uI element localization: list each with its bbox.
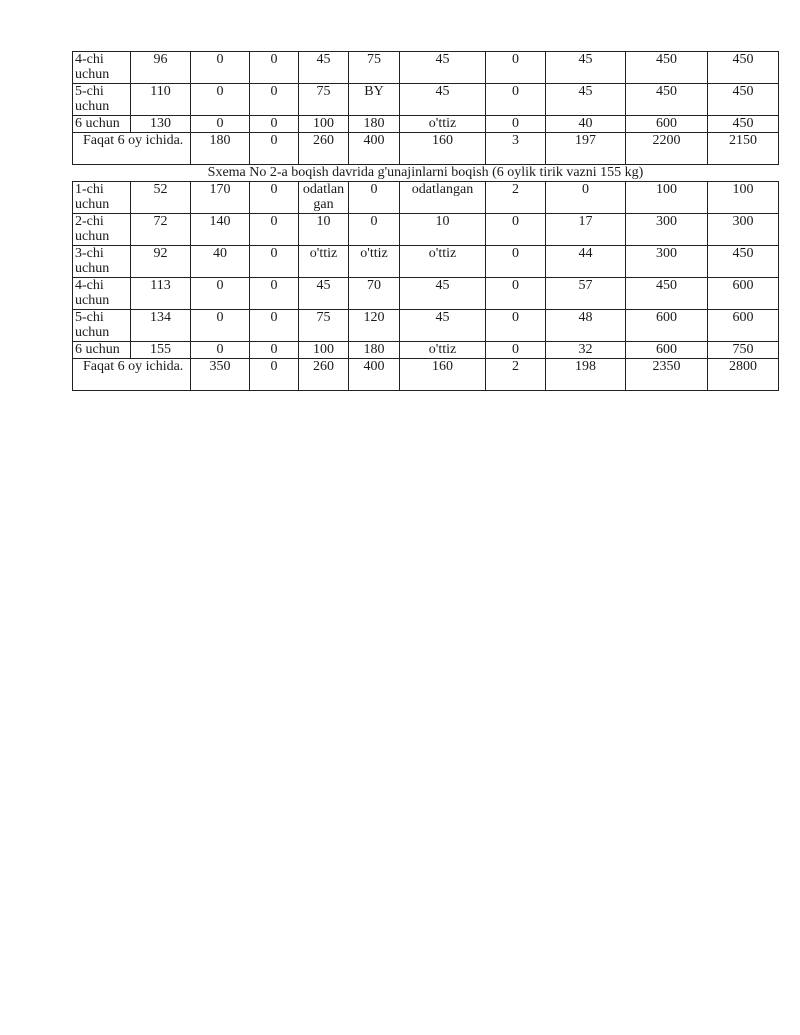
table-cell: 750: [708, 342, 779, 359]
table-cell: 75: [349, 52, 400, 84]
table-cell: 2350: [626, 359, 708, 391]
table-cell: 45: [546, 52, 626, 84]
table-cell: 0: [191, 342, 250, 359]
table-cell: 0: [191, 116, 250, 133]
table-cell: 450: [708, 52, 779, 84]
table-cell: 134: [131, 310, 191, 342]
table-cell: odatlangan: [400, 182, 486, 214]
table-cell: 600: [708, 278, 779, 310]
table-row: [73, 84, 779, 116]
table-cell: 0: [250, 182, 299, 214]
section-caption-row: [73, 165, 779, 182]
table-cell: 10: [400, 214, 486, 246]
table-cell: 100: [299, 116, 349, 133]
table-cell: 350: [191, 359, 250, 391]
month-cell: 2-chi uchun: [73, 214, 131, 246]
table-cell: 75: [299, 310, 349, 342]
table-cell: 0: [486, 116, 546, 133]
table-cell: 45: [299, 52, 349, 84]
table-cell: 45: [299, 278, 349, 310]
table-cell: 2150: [708, 133, 779, 165]
table-cell: 45: [400, 278, 486, 310]
table-cell: 2800: [708, 359, 779, 391]
table-cell: 180: [349, 116, 400, 133]
table-row: [73, 278, 779, 310]
table-cell: 155: [131, 342, 191, 359]
table-cell: 450: [626, 278, 708, 310]
table-cell: 0: [486, 84, 546, 116]
table-cell: 0: [250, 84, 299, 116]
table-cell: 92: [131, 246, 191, 278]
table-row: [73, 52, 779, 84]
table-cell: 450: [708, 246, 779, 278]
table-cell: 48: [546, 310, 626, 342]
table-cell: 96: [131, 52, 191, 84]
table-cell: 120: [349, 310, 400, 342]
table-cell: 0: [486, 342, 546, 359]
table-cell: 160: [400, 359, 486, 391]
month-cell: 5-chi uchun: [73, 84, 131, 116]
table-cell: 32: [546, 342, 626, 359]
table-cell: 3: [486, 133, 546, 165]
table-cell: 70: [349, 278, 400, 310]
table-cell: 260: [299, 359, 349, 391]
total-label: Faqat 6 oy ichida.: [73, 359, 191, 391]
table-cell: 44: [546, 246, 626, 278]
table-cell: 400: [349, 359, 400, 391]
table-cell: o'ttiz: [400, 246, 486, 278]
table-cell: o'ttiz: [349, 246, 400, 278]
table-cell: o'ttiz: [400, 342, 486, 359]
table-cell: 45: [400, 52, 486, 84]
table-cell: 130: [131, 116, 191, 133]
table-cell: 0: [250, 310, 299, 342]
table-cell: 0: [546, 182, 626, 214]
month-cell: 6 uchun: [73, 116, 131, 133]
table-cell: 40: [191, 246, 250, 278]
table-cell: 400: [349, 133, 400, 165]
table-row: [73, 214, 779, 246]
table-cell: 100: [626, 182, 708, 214]
table-cell: 2200: [626, 133, 708, 165]
table-cell: o'ttiz: [299, 246, 349, 278]
table-cell: 45: [546, 84, 626, 116]
table-cell: 197: [546, 133, 626, 165]
table-cell: 0: [250, 246, 299, 278]
table-cell: 600: [626, 342, 708, 359]
month-cell: 4-chi uchun: [73, 278, 131, 310]
table-cell: 450: [626, 84, 708, 116]
table-cell: 57: [546, 278, 626, 310]
table-cell: 2: [486, 359, 546, 391]
table-row: [73, 342, 779, 359]
table-cell: 300: [708, 214, 779, 246]
table-cell: 160: [400, 133, 486, 165]
table-cell: 0: [191, 278, 250, 310]
table-cell: 600: [626, 116, 708, 133]
table-cell: 0: [191, 84, 250, 116]
table-cell: 113: [131, 278, 191, 310]
table-cell: 0: [486, 214, 546, 246]
table-cell: 100: [299, 342, 349, 359]
table-cell: 2: [486, 182, 546, 214]
table-cell: 0: [250, 133, 299, 165]
table-cell: 0: [250, 278, 299, 310]
table-cell: 0: [486, 310, 546, 342]
month-cell: 4-chi uchun: [73, 52, 131, 84]
table-cell: 110: [131, 84, 191, 116]
table-cell: o'ttiz: [400, 116, 486, 133]
table-cell: 0: [191, 52, 250, 84]
month-cell: 3-chi uchun: [73, 246, 131, 278]
table-cell: 450: [708, 84, 779, 116]
table-row: [73, 246, 779, 278]
table-cell: 0: [486, 52, 546, 84]
total-row: [73, 359, 779, 391]
month-cell: 6 uchun: [73, 342, 131, 359]
table-cell: 10: [299, 214, 349, 246]
table-row: [73, 310, 779, 342]
table-cell: 450: [626, 52, 708, 84]
total-row: [73, 133, 779, 165]
table-cell: 600: [626, 310, 708, 342]
table-cell: 0: [250, 359, 299, 391]
month-cell: 1-chi uchun: [73, 182, 131, 214]
section-caption: Sxema No 2-a boqish davrida g'unajinlarni boqish (6 oylik tirik vazni 155 kg): [73, 165, 779, 182]
table-cell: 198: [546, 359, 626, 391]
table-cell: 140: [191, 214, 250, 246]
table-cell: 180: [191, 133, 250, 165]
table-cell: 100: [708, 182, 779, 214]
table-cell: 45: [400, 310, 486, 342]
table-cell: 0: [349, 214, 400, 246]
table-cell: 75: [299, 84, 349, 116]
table-cell: 45: [400, 84, 486, 116]
table-cell: 600: [708, 310, 779, 342]
table-cell: 0: [191, 310, 250, 342]
table-cell: 0: [486, 278, 546, 310]
total-label: Faqat 6 oy ichida.: [73, 133, 191, 165]
table-row: [73, 116, 779, 133]
table-cell: 260: [299, 133, 349, 165]
table-cell: 0: [250, 342, 299, 359]
table-row: [73, 182, 779, 214]
table-cell: 40: [546, 116, 626, 133]
month-cell: 5-chi uchun: [73, 310, 131, 342]
table-cell: 0: [486, 246, 546, 278]
table-cell: 0: [349, 182, 400, 214]
table-cell: 52: [131, 182, 191, 214]
table-cell: 72: [131, 214, 191, 246]
table-cell: 0: [250, 52, 299, 84]
table-cell: 17: [546, 214, 626, 246]
table-cell: 0: [250, 116, 299, 133]
table-cell: BY: [349, 84, 400, 116]
table-cell: 300: [626, 246, 708, 278]
table-cell: 300: [626, 214, 708, 246]
table-cell: 180: [349, 342, 400, 359]
table-cell: 450: [708, 116, 779, 133]
table-cell: 170: [191, 182, 250, 214]
table-cell: odatlangan: [299, 182, 349, 214]
feeding-scheme-table: [72, 51, 779, 391]
table-cell: 0: [250, 214, 299, 246]
